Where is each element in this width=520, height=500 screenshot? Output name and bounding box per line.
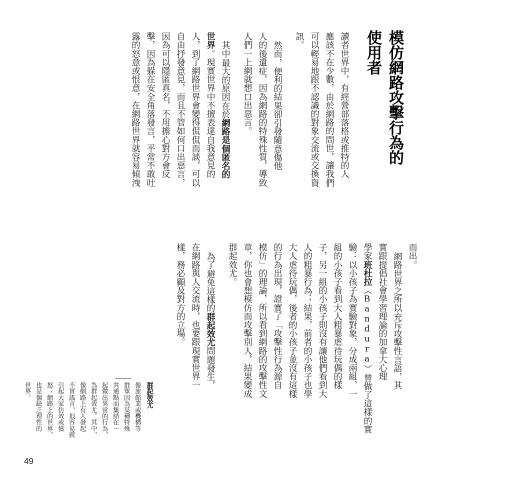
body-text: 學家 [362,243,373,261]
body-line: 組的小孩子看到大人粗暴虐待玩偶的樣 [332,243,343,390]
body-line: 實跟提倡社會學習理論的加拿大心理 [377,243,388,381]
body-line: 子，另一組的小孩子則沒有讓他們看到大 [317,243,328,398]
body-text: 其中最大的原因在於 [220,41,231,119]
body-text: 為了避免這樣的 [205,252,216,313]
body-line: 然而，便利的結果卻引發隨意傷他 [272,41,283,170]
sidebar-line: 也是個缺乏理性的 [34,382,42,432]
body-line: 樣，務必顧及對方的立場。 [175,243,186,347]
sidebar-line: 引起大家仿效或憤 [56,382,64,432]
body-line: 驗：以小孩子為實驗對象，分成兩組，一 [347,243,358,398]
sidebar-line: 世界。 [23,382,31,401]
body-line: 可以輕易地跟不認識的對象交流或交換資 [309,32,320,187]
body-line: 讀者世界中，有經營部落格或推特的人 [339,32,350,179]
body-text: 問題發生， [205,346,216,390]
body-line [359,243,374,433]
key-term: 網路是個匿名的 [220,118,231,179]
body-line [202,32,217,178]
body-line: 擊，因為躲在安全角落發言，平常不敢吐 [145,32,156,187]
body-line: 模仿」的理論，所以看到網路的攻擊性文 [257,243,268,398]
body-line: 人們一上網就想口出惡言。 [242,32,253,136]
body-line: 的行為出現，證實了「攻擊性行為源自 [272,243,283,390]
body-line: 章，你也會想模仿而攻擊別人，結果變成 [242,243,253,398]
body-line: 自由抒發意見，而且不管如何口出惡言， [175,32,186,187]
body-line: 網路世界之所以充斥攻擊性言語，其 [392,252,403,390]
body-line: 因為可以隱匿真名，不用擔心對方會反 [160,32,171,179]
sidebar-line: 像網路上有人發起 [78,382,86,432]
sidebar-line: 起做出異常的行為， [100,382,108,438]
page-number: 49 [24,456,34,466]
body-line: 露的怒意或恨意，在網路世界就容易傾洩 [130,32,141,187]
title-line-1: 模仿網路攻擊行為的 [387,30,405,165]
sidebar-line: 群眾因為某種特殊 [122,382,130,432]
body-line [202,252,217,390]
key-term: 世界 [205,32,216,50]
body-text: 。現實世界中不擅表達自我意見的 [205,49,216,179]
title-line-2: 使用者 [365,30,383,75]
body-text: （Bandura）曾做了這樣的實 [362,286,373,434]
sidebar-line: 不實謠言，很容易就 [67,382,75,438]
sidebar-line: 為群起效尤。其中， [89,382,97,438]
key-term: 班杜拉 [362,260,373,287]
body-line: 應該不在少數，由於網路的問世，讓我們 [324,32,335,187]
sidebar-line: 怒；網路上的世界， [45,382,53,438]
body-line [217,41,232,179]
body-line: 而出。 [407,243,418,269]
body-line: 人的後遺症，因為網路的特殊性質，導致 [257,32,268,187]
sidebar-divider [115,378,131,379]
sidebar-line: 像旅館業或機構等 [133,382,141,432]
body-line: 大人虐待玩偶，後者的小孩子並沒有這樣 [287,243,298,398]
body-line: 訊。 [294,32,305,50]
sidebar-title: 群起效尤 [145,382,153,409]
body-line: 群起效尤。 [227,243,238,286]
key-term: 群起效尤 [205,312,216,347]
body-line: 人，到了網路世界會變得侃侃而談，可以 [190,32,201,187]
body-line: 在網路與人交流時，也要跟現實世界一 [190,243,201,390]
body-line: 人的粗暴行為；結果，前者的小孩子也學 [302,243,313,398]
sidebar-line: 共通點而集結在一 [111,382,119,432]
